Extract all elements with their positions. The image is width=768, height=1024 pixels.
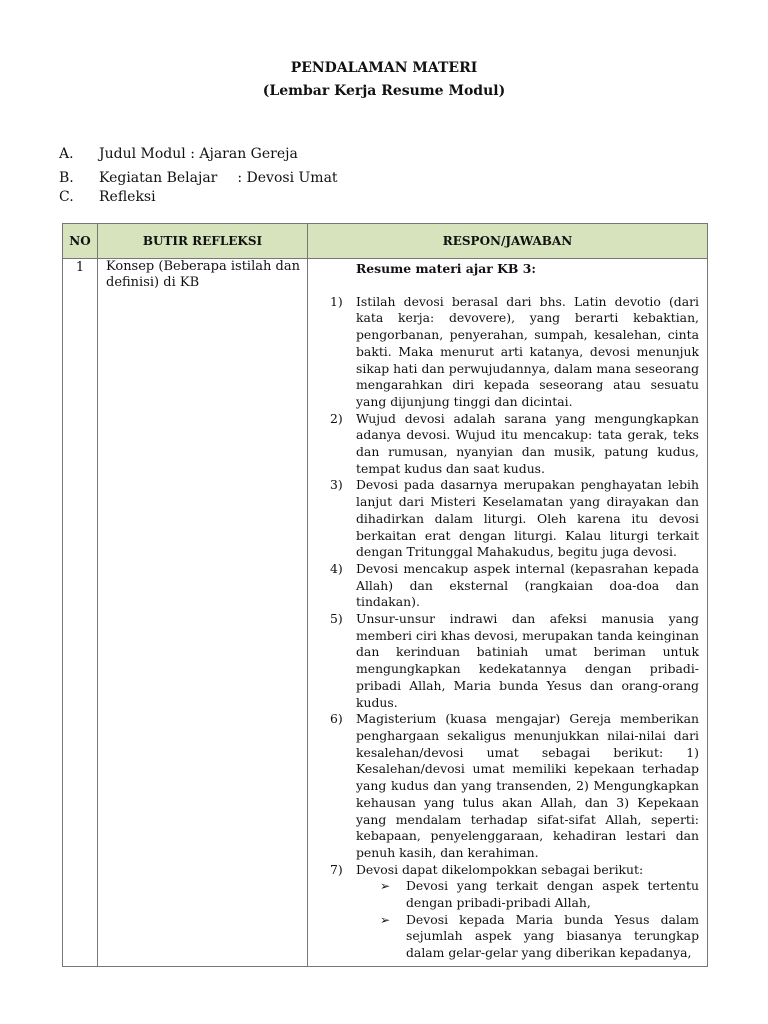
table-header-row	[63, 224, 708, 259]
item-text: Devosi dapat dikelompokkan sebagai berikut:	[356, 861, 644, 877]
row-number: 1	[63, 259, 98, 967]
item-number: 7)	[330, 861, 343, 877]
sub-list-item	[380, 912, 699, 962]
item-text: Devosi pada dasarnya merupakan penghayatan lebih lanjut dari Misteri Keselamatan yang dirayakan dan dihadirkan dalam liturgi. Oleh karena itu devosi berkaitan erat dengan liturgi. Kalau liturgi terkait dengan Tritunggal Mahakudus, begitu juga devosi.	[356, 477, 699, 560]
info-value: : Devosi Umat	[237, 170, 338, 186]
item-text: Istilah devosi berasal dari bhs. Latin devotio (dari kata kerja: devovere), yang berarti kebaktian, pengorbanan, penyerahan, sumpah, kesalehan, cinta bakti. Maka menurut arti katanya, devosi menunjuk sikap hati dan perwujudannya, dalam mana seseorang mengarahkan diri kepada seseorang atau sesuatu yang dijunjung tinggi dan dicintai.	[356, 293, 699, 409]
item-number: 6)	[330, 711, 343, 727]
sub-item-text: Devosi yang terkait dengan aspek tertentu dengan pribadi-pribadi Allah,	[406, 878, 699, 911]
page-subtitle: (Lembar Kerja Resume Modul)	[262, 83, 506, 99]
resume-heading: Resume materi ajar KB 3:	[356, 261, 536, 276]
list-item	[330, 611, 699, 711]
info-text: Judul Modul : Ajaran Gereja	[99, 146, 298, 162]
list-item	[330, 477, 699, 561]
header-respon-jawaban: RESPON/JAWABAN	[308, 224, 708, 259]
info-label: B.	[59, 170, 74, 186]
sub-list	[356, 878, 699, 962]
response-cell	[308, 259, 708, 967]
item-text: Devosi mencakup aspek internal (kepasrahan kepada Allah) dan eksternal (rangkaian doa-doa dan tindakan).	[356, 560, 699, 610]
table-row	[63, 259, 708, 967]
item-number: 1)	[330, 293, 343, 309]
reflection-item: Konsep (Beberapa istilah dan definisi) di KB	[98, 259, 308, 967]
list-item	[330, 862, 699, 962]
info-line-reflection	[59, 189, 156, 205]
list-item	[330, 711, 699, 861]
item-text: Magisterium (kuasa mengajar) Gereja memberikan penghargaan sekaligus menunjukkan nilai-nilai dari kesalehan/devosi umat sebagai berikut: 1) Kesalehan/devosi umat memiliki kepekaan terhadap yang kudus dan yang transenden, 2) Mengungkapkan kehausan yang tulus akan Allah, dan 3) Kepekaan yang mendalam terhadap sifat-sifat Allah, seperti: kebapaan, penyelenggaraan, kehadiran lestari dan penuh kasih, dan kerahiman.	[356, 711, 699, 860]
item-text: Wujud devosi adalah sarana yang mengungkapkan adanya devosi. Wujud itu mencakup: tata gerak, teks dan rumusan, nyanyian dan musik, patung kudus, tempat kudus dan saat kudus.	[356, 410, 699, 476]
resume-list	[330, 294, 699, 962]
header-no: NO	[63, 224, 98, 259]
page-title: PENDALAMAN MATERI	[290, 60, 478, 76]
arrow-bullet-icon: ➢	[380, 912, 391, 927]
arrow-bullet-icon: ➢	[380, 879, 391, 894]
info-text: Refleksi	[99, 189, 156, 205]
list-item	[330, 561, 699, 611]
item-number: 2)	[330, 410, 343, 426]
info-line-module-title	[59, 146, 298, 162]
list-item	[330, 411, 699, 478]
info-line-learning-activity	[59, 170, 338, 186]
sub-list-item	[380, 878, 699, 911]
header-butir-refleksi: BUTIR REFLEKSI	[98, 224, 308, 259]
info-label: A.	[59, 146, 74, 162]
list-item	[330, 294, 699, 411]
info-label: C.	[59, 189, 74, 205]
item-text: Unsur-unsur indrawi dan afeksi manusia yang memberi ciri khas devosi, merupakan tanda keinginan dan kerinduan batiniah umat beriman untuk mengungkapkan kedekatannya dengan pribadi-pribadi Allah, Maria bunda Yesus dan orang-orang kudus.	[356, 611, 699, 710]
reflection-table	[62, 223, 708, 967]
info-text: Kegiatan Belajar	[99, 170, 218, 186]
item-number: 5)	[330, 611, 343, 627]
item-number: 4)	[330, 560, 343, 576]
item-number: 3)	[330, 477, 343, 493]
sub-item-text: Devosi kepada Maria bunda Yesus dalam sejumlah aspek yang biasanya terungkap dalam gelar-gelar yang diberikan kepadanya,	[406, 911, 699, 961]
